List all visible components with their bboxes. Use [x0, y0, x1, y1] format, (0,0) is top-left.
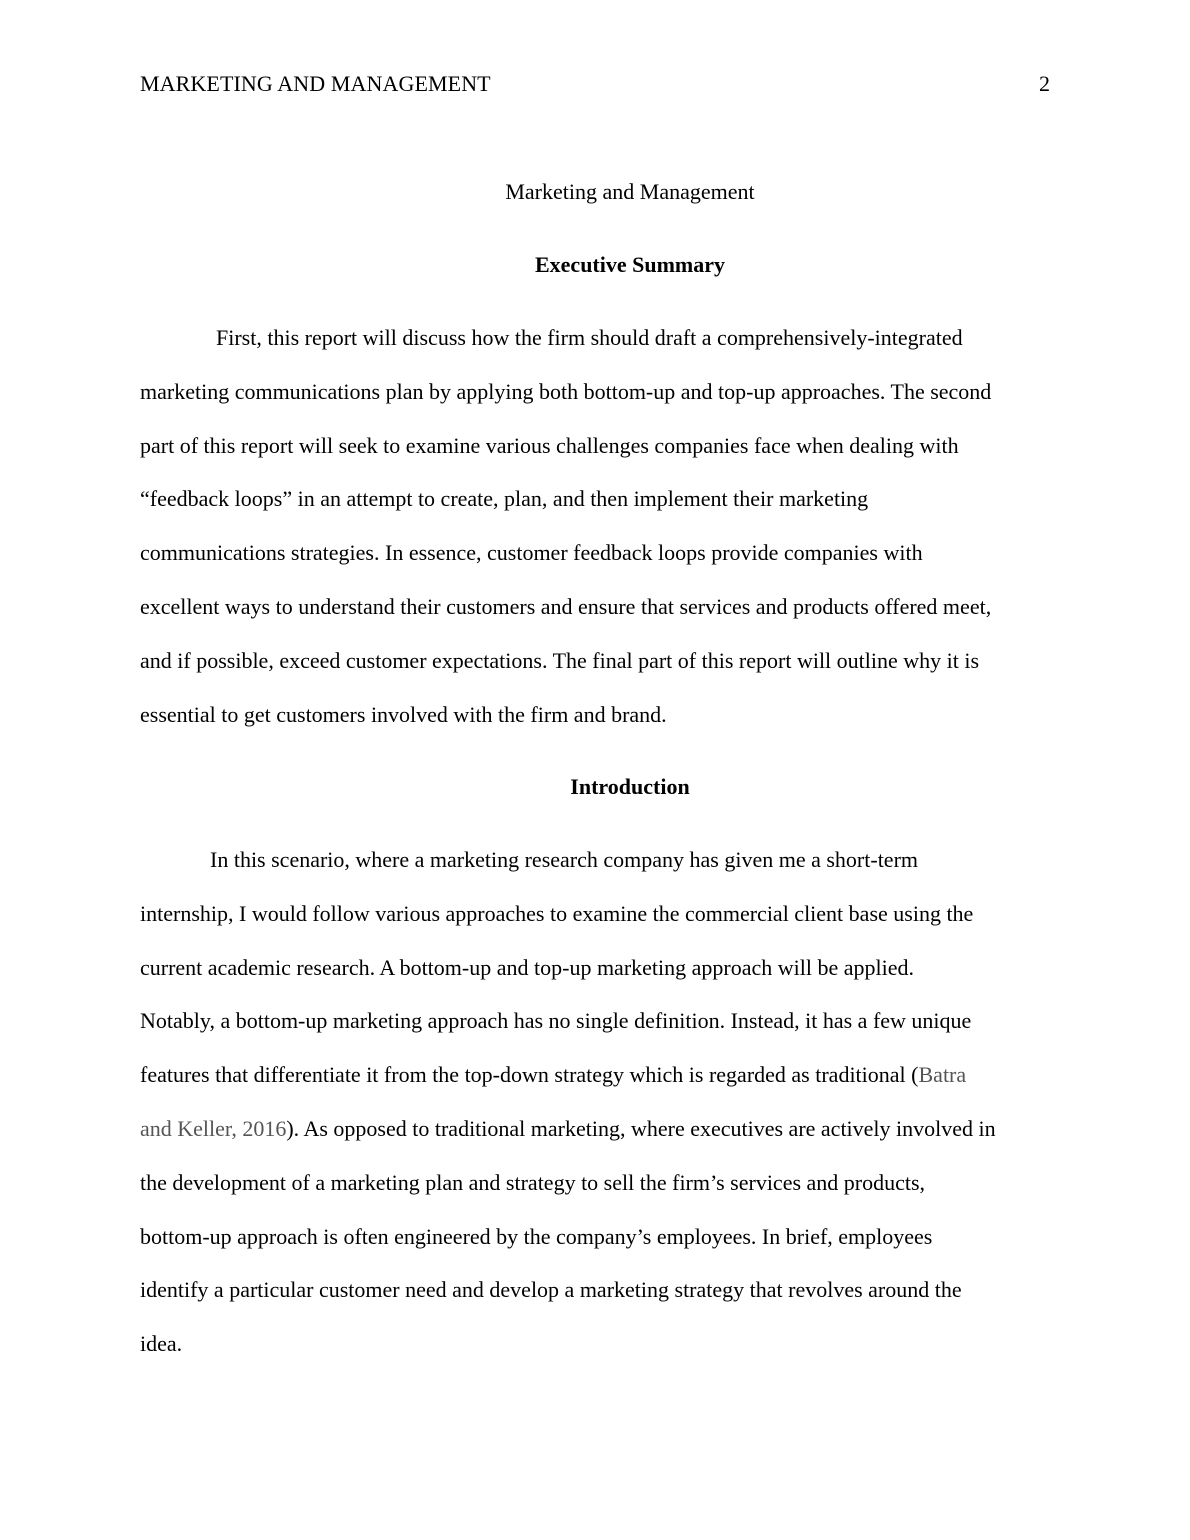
- introduction-line: idea.: [140, 1331, 183, 1357]
- introduction-line: In this scenario, where a marketing research company has given me a short-term: [210, 847, 919, 872]
- executive-summary-line: essential to get customers involved with the firm and brand.: [140, 701, 667, 727]
- executive-summary-line: marketing communications plan by applying both bottom-up and top-up approaches. The second: [140, 378, 992, 404]
- introduction-line: Notably, a bottom-up marketing approach has no single definition. Instead, it has a few unique: [140, 1008, 972, 1034]
- introduction-text: features that differentiate it from the top-down strategy which is regarded as traditional (: [140, 1062, 919, 1088]
- executive-summary-heading: Executive Summary: [534, 252, 726, 277]
- introduction-text: ). As opposed to traditional marketing, where executives are actively involved in: [286, 1115, 996, 1141]
- introduction-line: [140, 1048, 1060, 1102]
- page-number: 2: [1039, 71, 1050, 96]
- introduction-line: [140, 1102, 1060, 1156]
- executive-summary-line: and if possible, exceed customer expectations. The final part of this report will outline why it is: [140, 647, 980, 673]
- citation: and Keller, 2016: [140, 1115, 287, 1141]
- executive-summary-paragraph: [140, 311, 1060, 741]
- introduction-line: identify a particular customer need and develop a marketing strategy that revolves around the: [140, 1277, 962, 1303]
- introduction-paragraph: [140, 833, 1060, 1371]
- document-title: Marketing and Management: [505, 179, 755, 204]
- executive-summary-line: part of this report will seek to examine various challenges companies face when dealing with: [140, 432, 959, 458]
- introduction-line: bottom-up approach is often engineered by the company’s employees. In brief, employees: [140, 1223, 933, 1249]
- executive-summary-line: excellent ways to understand their customers and ensure that services and products offered meet,: [140, 593, 992, 619]
- introduction-heading: Introduction: [570, 774, 690, 799]
- introduction-line: the development of a marketing plan and strategy to sell the firm’s services and products,: [140, 1169, 926, 1195]
- executive-summary-line: communications strategies. In essence, customer feedback loops provide companies with: [140, 540, 923, 566]
- introduction-line: internship, I would follow various approaches to examine the commercial client base using the: [140, 900, 974, 926]
- citation: Batra: [918, 1062, 967, 1088]
- executive-summary-line: “feedback loops” in an attempt to create, plan, and then implement their marketing: [140, 486, 869, 512]
- introduction-line: current academic research. A bottom-up and top-up marketing approach will be applied.: [140, 954, 914, 980]
- running-head: MARKETING AND MANAGEMENT: [140, 71, 491, 96]
- executive-summary-line: First, this report will discuss how the firm should draft a comprehensively-integrated: [216, 325, 963, 350]
